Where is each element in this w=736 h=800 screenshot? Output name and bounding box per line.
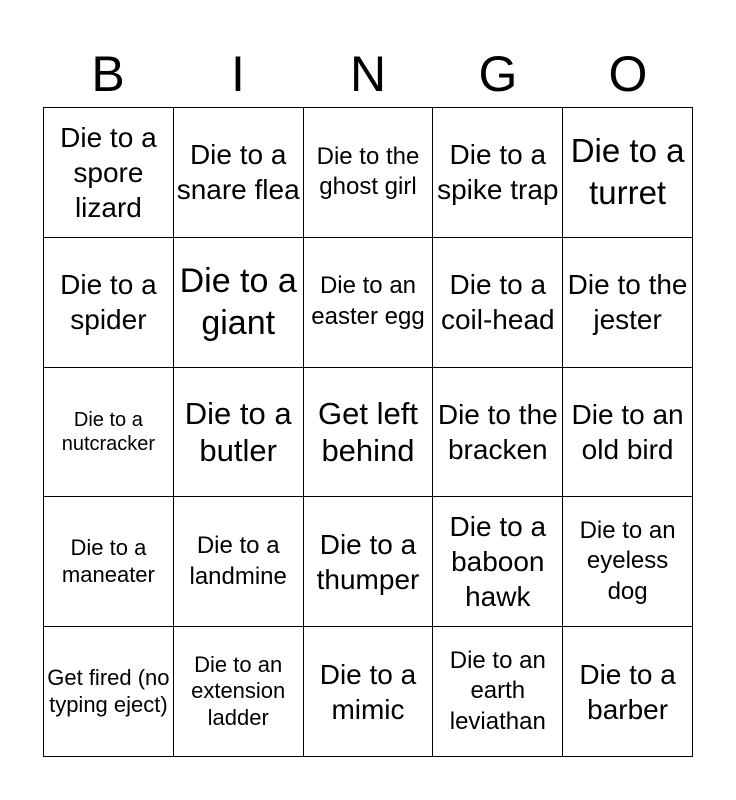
cell-text: Get fired (no typing eject) [47,665,170,717]
cell-text: Die to a coil-head [440,269,555,336]
cell-text: Die to a snare flea [176,139,300,206]
cell-text: Die to an easter egg [311,272,425,331]
bingo-cell[interactable] [433,238,563,368]
bingo-cell[interactable] [174,627,304,757]
bingo-cell[interactable] [174,497,304,627]
bingo-cell[interactable] [44,368,174,498]
bingo-cell[interactable] [433,627,563,757]
bingo-cell[interactable] [433,497,563,627]
cell-text: Die to an earth leviathan [449,646,546,735]
cell-text: Die to a baboon hawk [449,511,547,613]
cell-text: Die to a thumper [316,528,420,595]
bingo-cell[interactable] [44,238,174,368]
cell-text: Die to a spider [60,269,157,336]
cell-text: Die to the jester [567,269,688,336]
bingo-cell[interactable] [563,368,693,498]
header-letter-i: I [231,46,245,102]
bingo-cell[interactable] [44,627,174,757]
cell-text: Die to a maneater [61,535,155,587]
header-letter-b: B [91,46,125,102]
bingo-cell[interactable] [44,108,174,238]
bingo-cell[interactable] [563,627,693,757]
bingo-cell[interactable] [44,497,174,627]
bingo-cell[interactable] [563,238,693,368]
bingo-cell[interactable] [433,368,563,498]
cell-text: Die to the ghost girl [316,142,420,201]
header-letter-o: O [608,46,648,102]
bingo-cell[interactable] [304,497,434,627]
header-letter-g: G [478,46,518,102]
cell-text: Die to the bracken [437,398,558,465]
bingo-cell[interactable] [174,238,304,368]
cell-text: Die to a turret [570,131,685,212]
cell-text: Die to an eyeless dog [579,516,676,606]
bingo-header [43,42,693,106]
bingo-cell[interactable] [563,497,693,627]
bingo-cell[interactable] [174,108,304,238]
cell-text: Die to a barber [579,658,676,725]
bingo-cell[interactable] [304,108,434,238]
bingo-cell[interactable] [304,238,434,368]
cell-text: Get left behind [318,395,418,468]
bingo-cell[interactable] [304,368,434,498]
bingo-cell[interactable] [304,627,434,757]
bingo-cell[interactable] [433,108,563,238]
bingo-cell[interactable] [174,368,304,498]
bingo-grid [43,107,693,757]
cell-text: Die to a giant [179,261,297,343]
cell-text: Die to a spore lizard [60,121,157,223]
cell-text: Die to a nutcracker [61,408,156,455]
bingo-cell[interactable] [563,108,693,238]
cell-text: Die to a landmine [189,532,287,590]
cell-text: Die to an old bird [571,398,684,465]
cell-text: Die to a butler [184,395,292,468]
cell-text: Die to a mimic [319,658,417,725]
cell-text: Die to a spike trap [437,139,559,206]
header-letter-n: N [349,46,387,102]
cell-text: Die to an extension ladder [191,652,286,730]
